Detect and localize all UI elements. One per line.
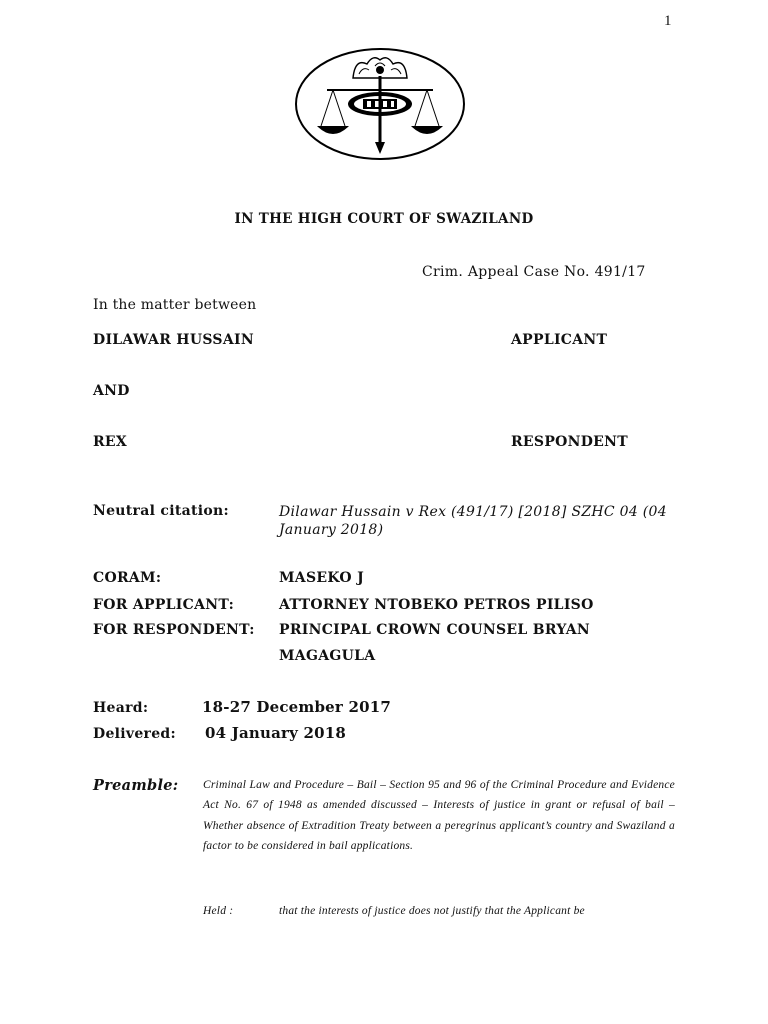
respondent-role: RESPONDENT	[511, 434, 628, 450]
for-respondent-label: FOR RESPONDENT:	[93, 622, 255, 638]
held-text: that the interests of justice does not justify that the Applicant be	[279, 905, 585, 917]
neutral-citation-value: Dilawar Hussain v Rex (491/17) [2018] SZHC 04 (04 January 2018)	[279, 504, 667, 538]
page-number: 1	[664, 13, 672, 29]
preamble-label: Preamble:	[93, 777, 179, 794]
matter-intro: In the matter between	[93, 297, 257, 313]
coram-label: CORAM:	[93, 570, 162, 586]
applicant-role: APPLICANT	[511, 332, 608, 348]
held-label: Held :	[203, 905, 234, 917]
and-label: AND	[93, 383, 130, 399]
heard-value: 18-27 December 2017	[202, 698, 392, 716]
neutral-citation-label: Neutral citation:	[93, 503, 229, 519]
preamble-text: Criminal Law and Procedure – Bail – Section 95 and 96 of the Criminal Procedure and Evidence Act No. 67 of 1948 as amended discussed – Interests of justice in grant or refusal of bail – Whether absence of Extradition Treaty between a peregrinus applicant’s country and Swaziland a factor to be considered in bail applications.	[203, 779, 675, 852]
coram-value: MASEKO J	[279, 570, 365, 586]
respondent-name: REX	[93, 434, 128, 450]
delivered-value: 04 January 2018	[205, 724, 347, 742]
for-applicant-label: FOR APPLICANT:	[93, 597, 235, 613]
court-seal-icon	[293, 46, 467, 162]
for-applicant-value: ATTORNEY NTOBEKO PETROS PILISO	[279, 597, 594, 613]
case-number: Crim. Appeal Case No. 491/17	[422, 264, 646, 280]
delivered-label: Delivered:	[93, 726, 176, 742]
court-title: IN THE HIGH COURT OF SWAZILAND	[234, 211, 534, 227]
for-respondent-value-line1: PRINCIPAL CROWN COUNSEL BRYAN	[279, 622, 590, 638]
heard-label: Heard:	[93, 700, 149, 716]
for-respondent-value-line2: MAGAGULA	[279, 648, 376, 664]
applicant-name: DILAWAR HUSSAIN	[93, 332, 254, 348]
